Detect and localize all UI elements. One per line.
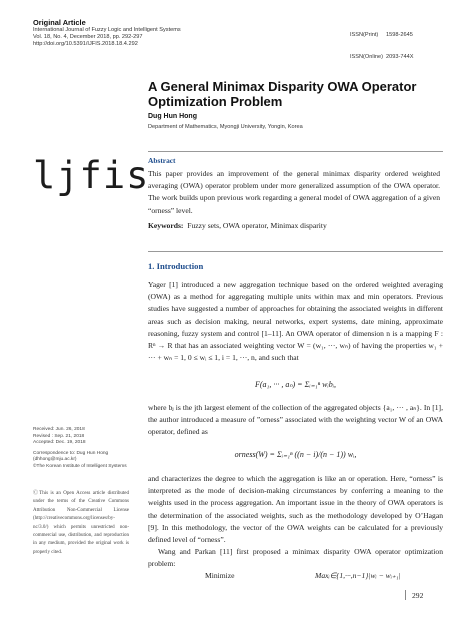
issn-online: ISSN(Online) 2093-744X — [350, 54, 414, 61]
accepted-date: Accepted: Dec. 19, 2018 — [33, 440, 86, 446]
copyright-notice: ©The Korean Institute of Intelligent Systems — [33, 463, 127, 469]
section-heading: 1. Introduction — [148, 261, 204, 271]
logo-text: ljfis — [33, 154, 150, 197]
intro-paragraph-1: Yager [1] introduced a new aggregation technique based on the ordered weighted averaging (OWA) as a method for aggregating multiple units within max and min operators. Previous studies have suggested a number of approaches for obtaining the associated weights in different areas such as decision making, neural networks, expert systems, date mining, approximate reasoning, fuzzy system and control [1–11]. An OWA operator of dimension n is a mapping F : Rⁿ → R that has an associated weighting vector W = (w₁, ···, wₙ) of having the properties w₁ + ··· + wₙ = 1, 0 ≤ wᵢ ≤ 1, i = 1, ···, n, and such that — [148, 280, 443, 363]
author-name: Dug Hun Hong — [148, 113, 197, 120]
revised-date: Revised : Sep. 21, 2018 — [33, 433, 85, 439]
article-type: Original Article — [33, 18, 86, 27]
footer-rule — [405, 590, 406, 600]
correspondence: Correspondence to: Dug Hun Hong — [33, 450, 109, 456]
sidebar-dates — [33, 427, 127, 471]
intro-paragraph-3: and characterizes the degree to which the aggregation is like an or operation. Here, “orness” is interpreted as the mode of decision-making circumstances by conferring a meaning to the weights used in the process aggregation. An important issue in the theory of OWA operators is the determination of the associated weights, such as the methodology developed by O’Hagan [9]. In this methodology, the vector of the OWA weights can be calculated for a previously defined level of “orness”. — [148, 474, 443, 545]
intro-paragraph-4: Wang and Parkan [11] first proposed a minimax disparity OWA operator optimization problem: — [148, 547, 443, 569]
correspondence-email[interactable]: (dhhong@mju.ac.kr) — [33, 457, 77, 463]
received-date: Received: Jun. 26, 2018 — [33, 427, 85, 432]
equation-owa: F(a₁, ··· , aₙ) = Σᵢ₌₁ⁿ wᵢbᵢ, — [255, 380, 336, 389]
article-title: A General Minimax Disparity OWA Operator Optimization Problem — [148, 79, 417, 109]
equation-orness: orness(W) = Σᵢ₌₁ⁿ ((n − i)/(n − 1)) wᵢ, — [234, 450, 357, 459]
journal-logo — [33, 150, 150, 198]
minimize-expression: Maxᵢ∈{1,···,n−1}|wᵢ − wᵢ₊₁| — [315, 571, 401, 580]
issn-block — [350, 18, 413, 68]
page-number: 292 — [412, 591, 424, 600]
intro-paragraph-2: where bⱼ is the jth largest element of the collection of the aggregated objects {a₁, ··· , aₙ}. In [1], the author introduced a measure of ”orness” associated with the weighting vector W of an OWA operator, defined as — [148, 403, 443, 437]
keywords-label: Keywords: — [148, 221, 184, 230]
license-text: ⒸThis is an Open Access article distributed under the terms of the Creative Commons Attribution Non-Commercial License (http://creativecommons.org/licenses/by-nc/3.0/) which permits unrestricted non-commercial use, distribution, and reproduction in any medium, provided the original work is properly cited. — [33, 491, 129, 555]
author-affiliation: Department of Mathematics, Myongji University, Yongin, Korea — [148, 124, 303, 130]
equation-minimax — [205, 571, 445, 580]
journal-header — [33, 18, 181, 49]
abstract-text: This paper provides an improvement of the general minimax disparity ordered weighted averaging (OWA) operator problem under more generalized assumption of the OWA operator. The work builds upon previous work regarding a general model of OWA aggregation of a given “orness” level. — [148, 169, 440, 215]
journal-name: International Journal of Fuzzy Logic and Intelligent Systems — [33, 27, 181, 33]
minimize-label: Minimize — [205, 571, 235, 580]
abstract-heading: Abstract — [148, 156, 176, 165]
doi-link[interactable]: http://doi.org/10.5391/IJFIS.2018.18.4.292 — [33, 41, 138, 48]
volume-issue: Vol. 18, No. 4, December 2018, pp. 292-297 — [33, 34, 143, 41]
keywords-line — [148, 220, 440, 231]
issn-print: ISSN(Print) 1598-2645 — [350, 32, 413, 39]
keywords-list: Fuzzy sets, OWA operator, Minimax disparity — [187, 221, 327, 230]
